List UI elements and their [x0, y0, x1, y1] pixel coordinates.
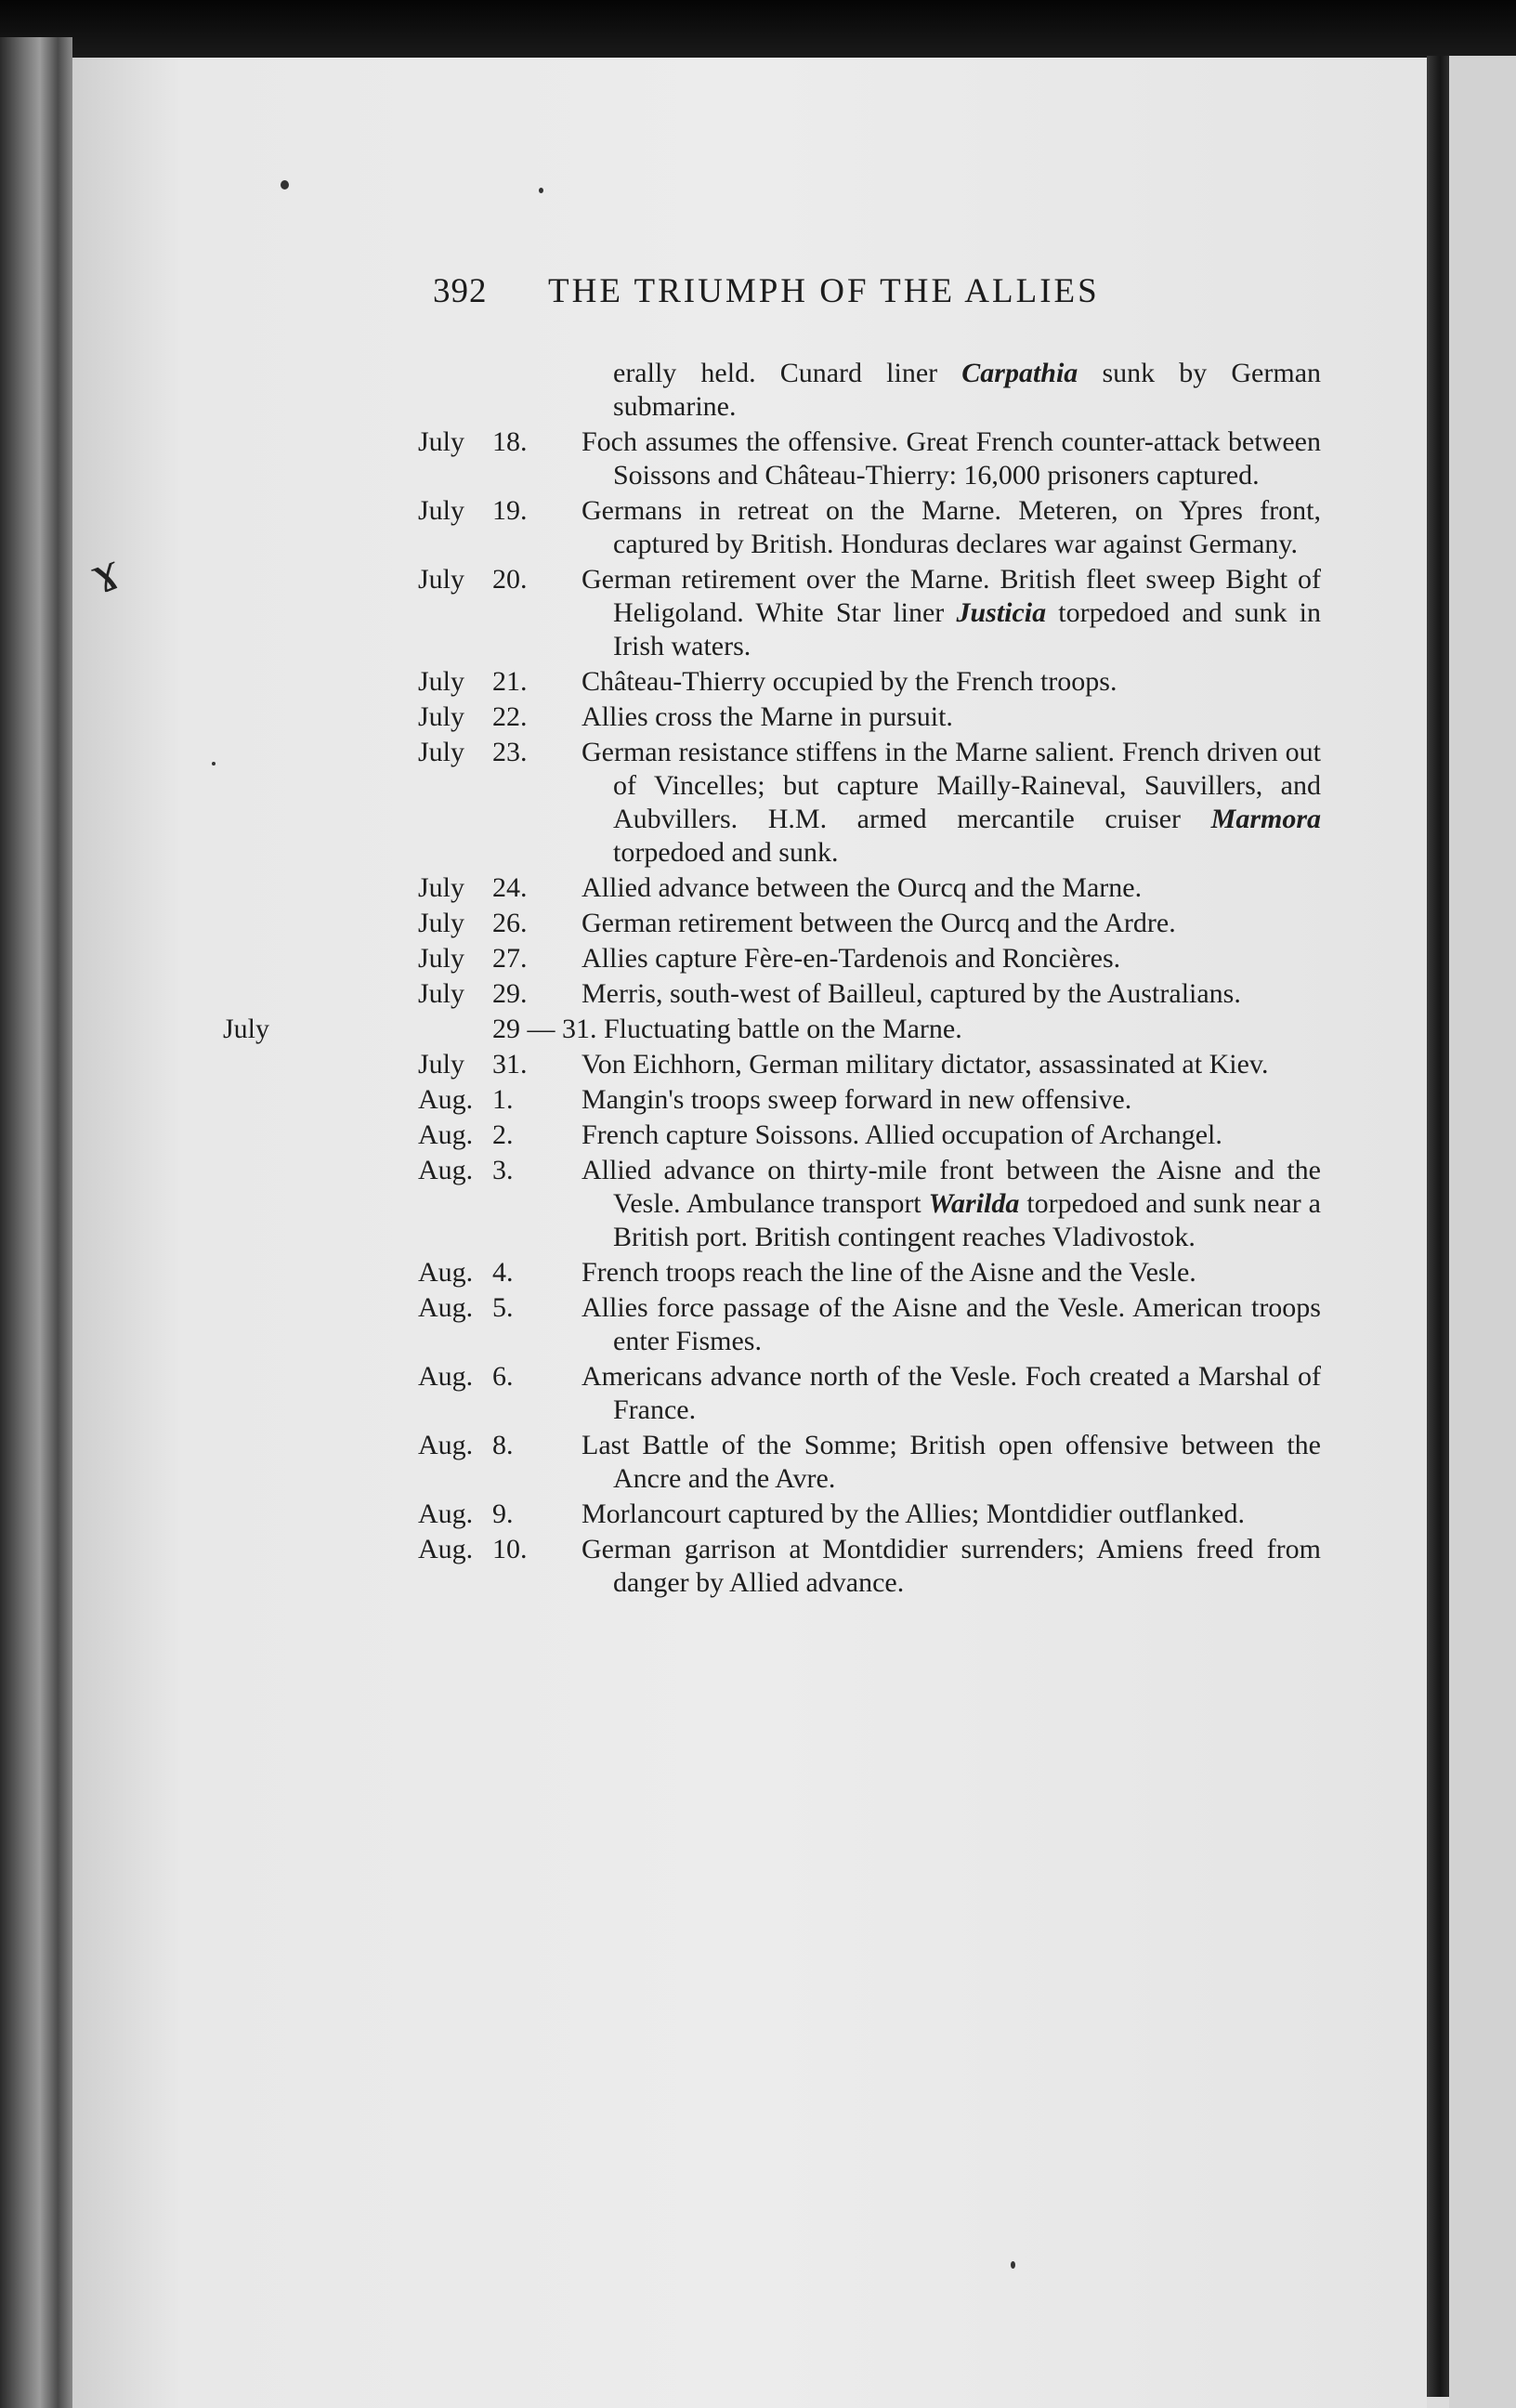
entry-text-segment: Merris, south-west of Bailleul, captured by the Australians. — [582, 978, 1241, 1009]
entry-date — [418, 1429, 550, 1462]
entry-month: July — [418, 426, 465, 457]
entry-month: July — [418, 737, 465, 767]
entry-text — [582, 425, 1321, 492]
entry-day: 23. — [492, 737, 528, 767]
scan-binding-edge — [0, 37, 72, 2408]
entry-date — [418, 942, 550, 975]
entry-text — [582, 494, 1321, 561]
chronology-entry — [418, 1256, 1321, 1289]
entry-text — [582, 1291, 1321, 1358]
chronology-entry — [418, 563, 1321, 663]
entry-text — [582, 871, 1321, 905]
entry-date — [418, 736, 550, 769]
entry-text-segment: Morlancourt captured by the Allies; Montdidier outflanked. — [582, 1498, 1245, 1529]
running-head — [433, 271, 1213, 323]
entry-day: 29. — [492, 978, 528, 1009]
entry-text-segment: Germans in retreat on the Marne. Meteren, on Ypres front, captured by British. Honduras declares war against Germany. — [582, 495, 1321, 559]
chronology-entry — [418, 494, 1321, 561]
entry-day: 3. — [492, 1155, 514, 1185]
chronology-entry — [223, 1013, 1321, 1046]
scan-right-margin — [1449, 56, 1516, 2408]
entry-text-segment: French troops reach the line of the Aisne and the Vesle. — [582, 1257, 1196, 1288]
entry-text — [582, 942, 1321, 975]
chronology-entry — [418, 1083, 1321, 1117]
entry-day: 21. — [492, 666, 528, 697]
chronology-entry — [418, 736, 1321, 870]
entry-month: Aug. — [418, 1430, 474, 1460]
entry-day: 10. — [492, 1534, 528, 1564]
entry-text — [582, 665, 1321, 699]
entry-month: July — [418, 701, 465, 732]
chronology-entry — [418, 357, 1321, 424]
entry-text-segment: Allies force passage of the Aisne and the Vesle. American troops enter Fismes. — [582, 1292, 1321, 1356]
dust-speck — [212, 762, 216, 766]
chronology-entry — [418, 942, 1321, 975]
entry-month: July — [418, 943, 465, 974]
entry-text-segment: torpedoed and sunk near a British port. British contingent reaches Vladivostok. — [613, 1188, 1321, 1252]
entry-text-segment: sunk by German submarine. — [613, 358, 1322, 422]
running-title: THE TRIUMPH OF THE ALLIES — [548, 272, 1100, 310]
entry-day: 20. — [492, 564, 528, 595]
entry-text-segment: Fluctuating battle on the Marne. — [604, 1014, 962, 1044]
entry-date — [418, 1256, 550, 1289]
entry-text-segment: Allies cross the Marne in pursuit. — [582, 701, 953, 732]
entry-text-segment: torpedoed and sunk. — [613, 837, 839, 868]
entry-date — [418, 1083, 550, 1117]
entry-date — [418, 1291, 550, 1325]
entry-text — [582, 907, 1321, 940]
entry-month: July — [223, 1014, 270, 1044]
entry-text — [582, 1533, 1321, 1600]
entry-text-segment: Last Battle of the Somme; British open offensive between the Ancre and the Avre. — [582, 1430, 1321, 1494]
chronology-entry — [418, 1429, 1321, 1496]
entry-text — [582, 1048, 1321, 1081]
entry-day: 5. — [492, 1292, 514, 1323]
entry-month: Aug. — [418, 1498, 474, 1529]
entry-date — [418, 1360, 550, 1394]
entry-day: 19. — [492, 495, 528, 526]
entry-text-segment: German resistance stiffens in the Marne salient. French driven out of Vincelles; but capture Mailly-Raineval, Sauvillers, and Aubvillers. H.M. armed mercantile cruiser — [582, 737, 1321, 834]
ship-name: Justicia — [956, 597, 1047, 628]
dust-speck — [281, 180, 289, 190]
dust-speck — [539, 188, 543, 193]
chronology-entry — [418, 977, 1321, 1011]
page-number: 392 — [433, 272, 488, 310]
entry-month: Aug. — [418, 1257, 474, 1288]
entry-day: 1. — [492, 1084, 514, 1115]
entry-day: 24. — [492, 872, 528, 903]
entry-text-segment: French capture Soissons. Allied occupation of Archangel. — [582, 1119, 1222, 1150]
entry-day: 4. — [492, 1257, 514, 1288]
chronology-entry — [418, 1360, 1321, 1427]
entry-date — [418, 871, 550, 905]
entry-text-segment: German retirement over the Marne. British fleet sweep Bight of Heligoland. White Star liner — [582, 564, 1321, 628]
entry-text — [582, 1083, 1321, 1117]
entry-text-segment: Americans advance north of the Vesle. Foch created a Marshal of France. — [582, 1361, 1321, 1425]
entry-date — [418, 494, 550, 528]
entry-date — [418, 1048, 550, 1081]
entry-text — [582, 357, 1321, 424]
chronology-entry — [418, 425, 1321, 492]
entry-text-segment: Foch assumes the offensive. Great French counter-attack between Soissons and Château-Thierry: 16,000 prisoners captured. — [582, 426, 1321, 491]
entry-date — [418, 907, 550, 940]
entry-text — [223, 1013, 1321, 1046]
entry-text — [582, 1360, 1321, 1427]
entry-month: July — [418, 564, 465, 595]
chronology-entry — [418, 1291, 1321, 1358]
chronology-entry — [418, 1119, 1321, 1152]
chronology-entry — [418, 700, 1321, 734]
entry-day: 31. — [492, 1049, 528, 1080]
entry-day: 8. — [492, 1430, 514, 1460]
entry-text — [582, 1154, 1321, 1254]
entry-month: July — [418, 1049, 465, 1080]
entry-month: Aug. — [418, 1155, 474, 1185]
entry-date — [418, 1498, 550, 1531]
chronology-entry — [418, 1154, 1321, 1254]
entry-month: Aug. — [418, 1361, 474, 1392]
entry-text — [582, 1498, 1321, 1531]
dust-speck — [1011, 2261, 1015, 2269]
entry-day: 18. — [492, 426, 528, 457]
entry-day: 2. — [492, 1119, 514, 1150]
entry-day: 29 — 31. — [492, 1014, 604, 1044]
entry-month: Aug. — [418, 1119, 474, 1150]
scan-top-border — [0, 0, 1516, 58]
entry-text-segment: torpedoed and sunk in Irish waters. — [613, 597, 1321, 661]
entry-text-segment: Mangin's troops sweep forward in new offensive. — [582, 1084, 1132, 1115]
entry-text-segment: Allies capture Fère-en-Tardenois and Roncières. — [582, 943, 1121, 974]
entry-date — [418, 563, 550, 596]
entry-date — [418, 1119, 550, 1152]
entry-day: 27. — [492, 943, 528, 974]
entry-date — [418, 1154, 550, 1187]
entry-month: Aug. — [418, 1534, 474, 1564]
entry-text — [582, 977, 1321, 1011]
entry-text — [582, 1119, 1321, 1152]
entry-day: 26. — [492, 908, 528, 938]
chronology-entry — [418, 1048, 1321, 1081]
entry-date — [418, 665, 550, 699]
entry-month: July — [418, 872, 465, 903]
chronology-entry — [418, 665, 1321, 699]
entry-month: July — [418, 908, 465, 938]
chronology-entry — [418, 871, 1321, 905]
entry-date — [418, 425, 550, 459]
chronology-entry — [418, 1533, 1321, 1600]
entry-text-segment: German retirement between the Ourcq and the Ardre. — [582, 908, 1176, 938]
entry-text-segment: Château-Thierry occupied by the French troops. — [582, 666, 1117, 697]
entry-month: Aug. — [418, 1084, 474, 1115]
entry-day: 22. — [492, 701, 528, 732]
entry-date — [418, 977, 550, 1011]
chronology-entry — [418, 907, 1321, 940]
entry-text — [582, 1429, 1321, 1496]
entry-month: July — [418, 495, 465, 526]
entry-day: 6. — [492, 1361, 514, 1392]
entry-text — [582, 563, 1321, 663]
entry-text-segment: erally held. Cunard liner — [613, 358, 962, 388]
entry-text-segment: Allied advance on thirty-mile front between the Aisne and the Vesle. Ambulance transport — [582, 1155, 1321, 1219]
entry-month: Aug. — [418, 1292, 474, 1323]
entry-text-segment: Allied advance between the Ourcq and the Marne. — [582, 872, 1143, 903]
scan-right-edge — [1427, 56, 1449, 2397]
entry-month: July — [418, 666, 465, 697]
entry-day: 9. — [492, 1498, 514, 1529]
entry-date — [418, 700, 550, 734]
entry-text — [582, 736, 1321, 870]
ship-name: Warilda — [928, 1188, 1020, 1219]
entry-text-segment: German garrison at Montdidier surrenders; Amiens freed from danger by Allied advance. — [582, 1534, 1321, 1598]
ship-name: Marmora — [1210, 804, 1321, 834]
entry-month: July — [418, 978, 465, 1009]
ship-name: Carpathia — [961, 358, 1078, 388]
chronology-entry — [418, 1498, 1321, 1531]
ink-mark: ɤ — [83, 539, 127, 606]
entry-text — [582, 1256, 1321, 1289]
entry-date — [418, 1533, 550, 1566]
chronology-list — [223, 357, 1322, 1602]
entry-text — [582, 700, 1321, 734]
entry-text-segment: Von Eichhorn, German military dictator, assassinated at Kiev. — [582, 1049, 1269, 1080]
